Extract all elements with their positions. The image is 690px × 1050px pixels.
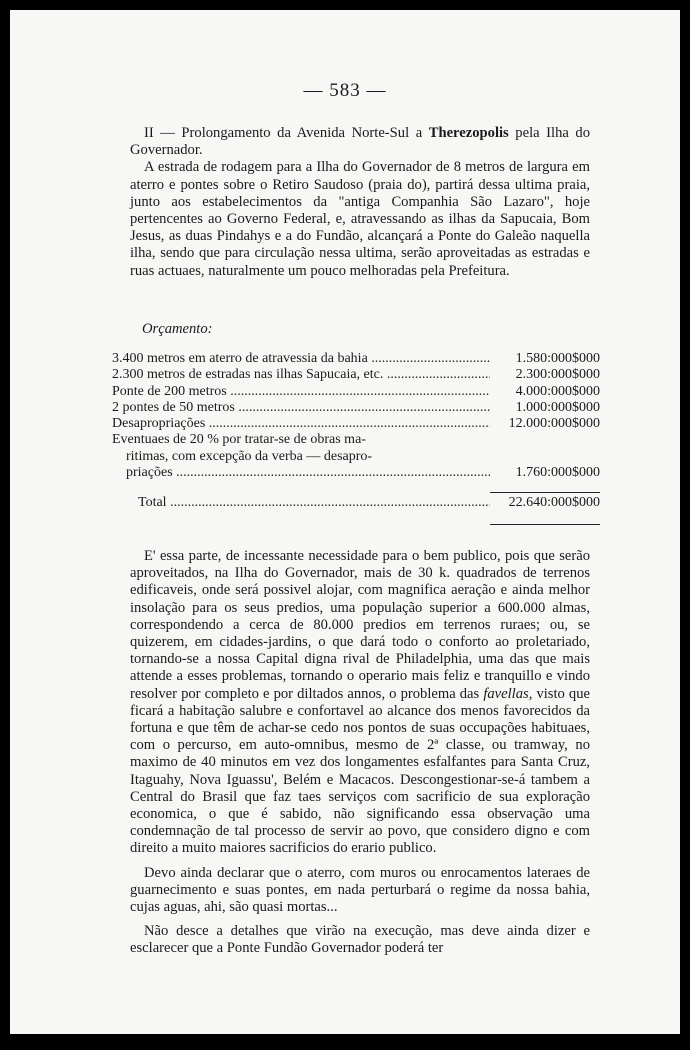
heading-prefix: II — Prolongamento da Avenida Norte-Sul a — [144, 125, 423, 141]
section-heading — [130, 125, 590, 159]
budget-row-desc: 2 pontes de 50 metros ..... — [112, 400, 490, 416]
budget-title: Orçamento: — [142, 321, 213, 337]
total-value: 22.640:000$000 — [508, 495, 600, 511]
paragraph-2 — [130, 548, 590, 858]
paragraph-2-italic: favellas — [483, 685, 529, 702]
budget-row-value: 1.000:000$000 — [515, 399, 600, 415]
paragraph-2-part-a: E' essa parte, de incessante necessidade para o bem publico, pois que serão aproveitados, na Ilha do Governador, mais de 30 k. quadrados de terrenos edificaveis, onde será possivel alojar, com magnifica aeração e ainda melhor insolação para os seus predios, uma população superior a 600.000 almas, correspondendo a cerca de 80.000 predios em terrenos ruraes; ou, se quizerem, em cidades-jardins, o que dará todo o conforto ao proletariado, tornando-se a nossa Capital digna rival de Philadelphia, uma das que mais attende a esses problemas, tornando o operario mais feliz e tranquillo e vindo resolver por completo e por diltados annos, o problema das — [130, 548, 590, 702]
budget-row-value: 4.000:000$000 — [515, 383, 600, 399]
heading-bold: Therezopolis — [428, 125, 509, 141]
section-intro — [130, 125, 590, 280]
budget-row-value: 1.580:000$000 — [515, 351, 600, 366]
budget-eventual-row — [112, 432, 600, 481]
total-rule-top — [490, 492, 600, 493]
document-page — [10, 10, 680, 1034]
budget-row-value: 2.300:000$000 — [515, 367, 600, 383]
total-label: Total ..... — [138, 495, 490, 511]
budget-row — [112, 367, 600, 383]
eventual-line-3: priações ..... — [112, 465, 490, 481]
section-body — [130, 548, 590, 965]
budget-row-desc: Desapropriações ..... — [112, 416, 490, 432]
budget-row-desc: 2.300 metros de estradas nas ilhas Sapucaia, etc. ..... — [112, 367, 490, 383]
budget-row — [112, 351, 600, 367]
eventual-line-1: Eventuaes de 20 % por tratar-se de obras ma- — [112, 432, 366, 448]
budget-row — [112, 400, 600, 416]
paragraph-2-part-b: , visto que ficará a habitação salubre e confortavel ao alcance dos menos favorecidos da fortuna e que têm de achar-se cedo nos pontos de suas occupações habituaes, com o percurso, em auto-omnibus, mesmo de 2ª classe, ou tramway, no maximo de 40 minutos em vez dos longamentes esfalfantes para Santa Cruz, Itaguahy, Nova Iguassu', Belém e Macacos. Descongestionar-se-á tambem a Central do Brasil que faz taes serviços com sacrificio de sua exploração economica, o que é sabido, não significando essa observação uma condemnação de tal processo de servir ao povo, que considero digno e com direito a muito maiores sacrificios do erario publico. — [130, 685, 590, 857]
paragraph-1: A estrada de rodagem para a Ilha do Governador de 8 metros de largura em aterro e pontes sobre o Retiro Saudoso (praia do), partirá dessa ultima praia, junto aos estabelecimentos da "antiga Companhia São Lazaro", hoje pertencentes ao Governo Federal, e, atravessando as ilhas da Sapucaia, Bom Jesus, as duas Pindahys e a do Fundão, alcançará a Ponte do Galeão naquella ilha, sendo que para circulação nessa ultima, serão aproveitadas as estradas e ruas actuaes, naturalmente um pouco melhoradas pela Prefeitura. — [130, 159, 590, 279]
page-number: — 583 — — [303, 80, 387, 101]
heading-suffix: pela Ilha do Governador. — [130, 125, 590, 159]
budget-row-value: 12.000:000$000 — [508, 416, 600, 432]
budget-row-desc: 3.400 metros em aterro de atravessia da bahia ..... — [112, 351, 490, 367]
eventual-line-2: ritimas, com excepção da verba — desapro- — [126, 448, 373, 464]
budget-table — [112, 351, 600, 512]
paragraph-4: Não desce a detalhes que virão na execução, mas deve ainda dizer e esclarecer que a Ponte Fundão Governador poderá ter — [130, 923, 590, 957]
eventual-value: 1.760:000$000 — [515, 465, 600, 481]
budget-total-row — [112, 495, 600, 511]
budget-row — [112, 384, 600, 400]
budget-row-desc: Ponte de 200 metros ..... — [112, 384, 490, 400]
paragraph-3: Devo ainda declarar que o aterro, com muros ou enrocamentos lateraes de guarnecimento e suas pontes, em nada perturbará o regime da nossa bahia, cujas aguas, ahi, são quasi mortas... — [130, 864, 590, 916]
total-rule-bottom — [490, 524, 600, 525]
budget-row — [112, 416, 600, 432]
